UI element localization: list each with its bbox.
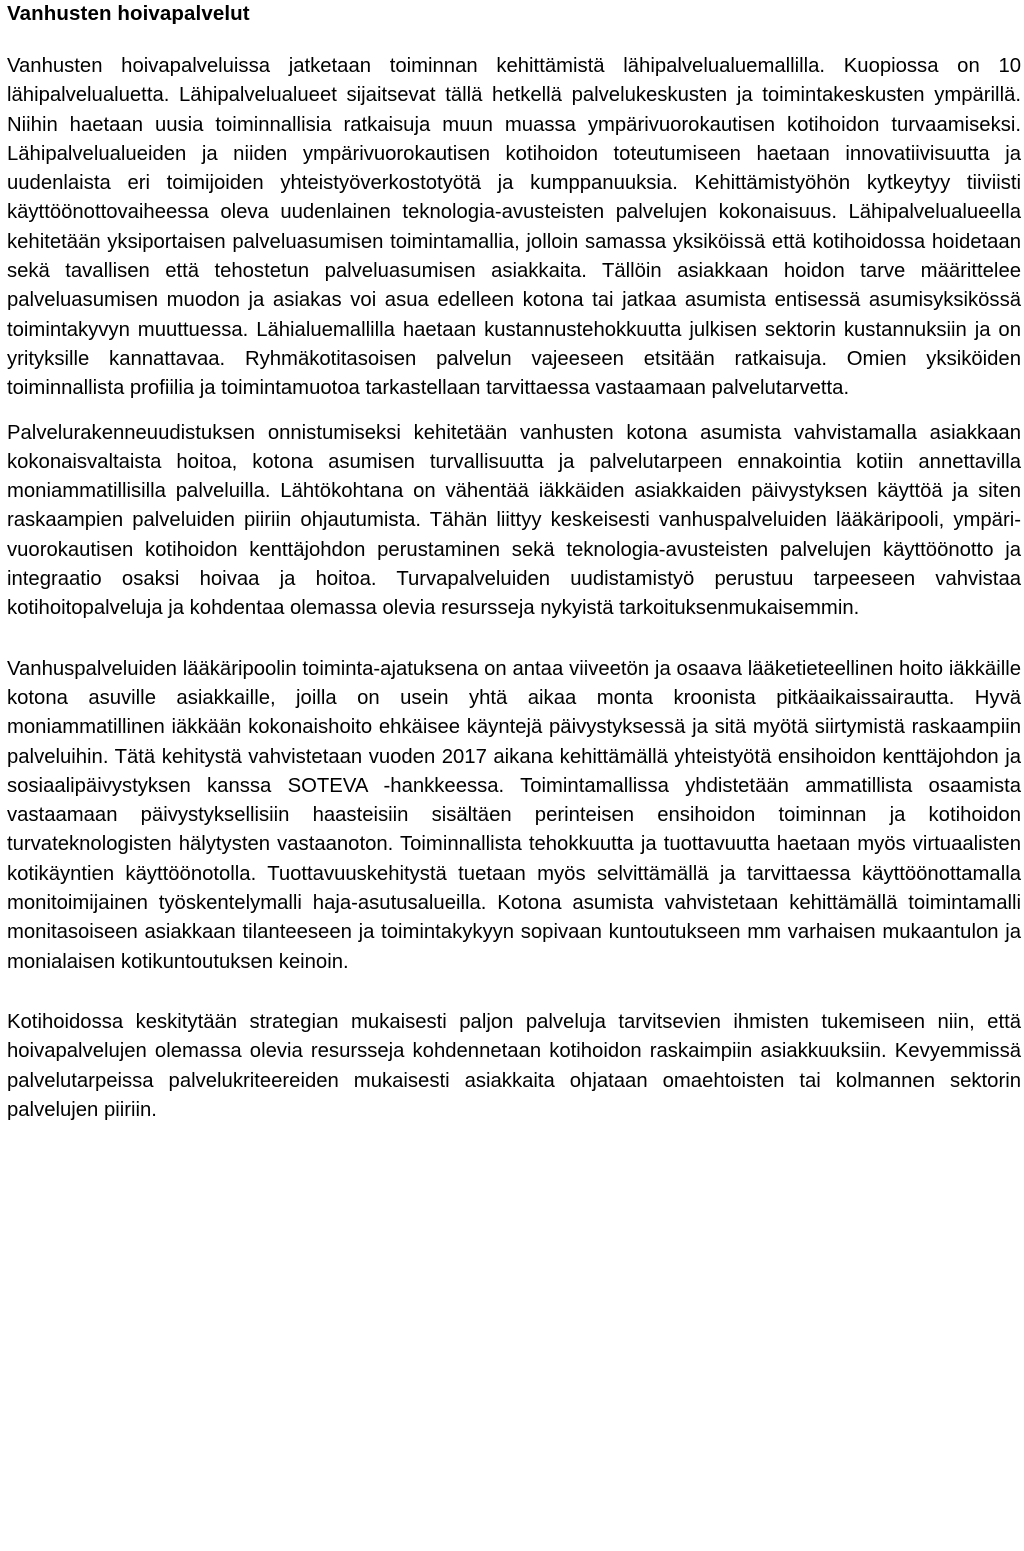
paragraph-palvelurakenneuudistus: Palvelurakenneuudistuksen onnistumiseksi kehitetään vanhusten kotona asumista vahvistamalla asiakkaan kokonaisvaltaista hoitoa, kotona asumisen turvallisuutta ja palvelutarpeen ennakointia kotiin annettavilla moniammatillisilla palveluilla. Lähtökohtana on vähentää iäkkäiden asiakkaiden päivystyksen käyttöä ja siten raskaampien palveluiden piiriin ohjautumista. Tähän liittyy keskeisesti vanhuspalveluiden lääkäripooli, ympärivuorokautisen kotihoidon kenttäjohdon perustaminen sekä teknologia-avusteisten palvelujen käyttöönotto ja integraatio osaksi hoivaa ja hoitoa. Turvapalveluiden uudistamistyö perustuu tarpeeseen vahvistaa kotihoitopalveluja ja kohdentaa olemassa olevia resursseja nykyistä tarkoituksenmukaisemmin. — [7, 421, 1021, 620]
document-page — [7, 0, 1021, 1125]
section-heading: Vanhusten hoivapalvelut — [7, 2, 250, 25]
paragraph-kotihoito: Kotihoidossa keskitytään strategian mukaisesti paljon palveluja tarvitsevien ihmisten tukemiseen niin, että hoivapalvelujen olemassa olevia resursseja kohdennetaan kotihoidon raskaimpiin asiakkuuksiin. Kevyemmissä palvelutarpeissa palvelukriteereiden mukaisesti asiakkaita ohjataan omaehtoisten tai kolmannen sektorin palvelujen piiriin. — [7, 1010, 1021, 1121]
paragraph-laakaripooli: Vanhuspalveluiden lääkäripoolin toiminta-ajatuksena on antaa viiveetön ja osaava lääketieteellinen hoito iäkkäille kotona asuville asiakkaille, joilla on usein yhtä aikaa monta kroonista pitkäaikaissairautta. Hyvä moniammatillinen iäkkään kokonaishoito ehkäisee käyntejä päivystyksessä ja sitä myötä siirtymistä raskaampiin palveluihin. Tätä kehitystä vahvistetaan vuoden 2017 aikana kehittämällä yhteistyötä ensihoidon kenttäjohdon ja sosiaalipäivystyksen kanssa SOTEVA -hankkeessa. Toimintamallissa yhdistetään ammatillista osaamista vastaamaan päivystyksellisiin haasteisiin sisältäen perinteisen ensihoidon toiminnan ja kotihoidon turvateknologisten hälytysten vastaanoton. Toiminnallista tehokkuutta ja tuottavuutta haetaan myös virtuaalisten kotikäyntien käyttöönotolla. Tuottavuuskehitystä tuetaan myös selvittämällä ja tarvittaessa käyttöönottamalla monitoimijainen työskentelymalli haja-asutusalueilla. Kotona asumista vahvistetaan kehittämällä toimintamalli monitasoiseen asiakkaan tilanteeseen ja toimintakykyyn sopivaan kuntoutukseen mm varhaisen mukaantulon ja monialaisen kotikuntoutuksen keinoin. — [7, 657, 1021, 973]
paragraph-lahipalvelualueet: Vanhusten hoivapalveluissa jatketaan toiminnan kehittämistä lähipalvelualuemallilla. Kuopiossa on 10 lähipalvelualuetta. Lähipalvelualueet sijaitsevat tällä hetkellä palvelukeskusten ja toimintakeskusten ympärillä. Niihin haetaan uusia toiminnallisia ratkaisuja muun muassa ympärivuorokautisen kotihoidon turvaamiseksi. Lähipalvelualueiden ja niiden ympärivuorokautisen kotihoidon toteutumiseen haetaan innovatiivisuutta ja uudenlaista eri toimijoiden yhteistyöverkostotyötä ja kumppanuuksia. Kehittämistyöhön kytkeytyy tiiviisti käyttöönottovaiheessa oleva uudenlainen teknologia-avusteisten palvelujen kokonaisuus. Lähipalvelualueella kehitetään yksiportaisen palveluasumisen toimintamallia, jolloin samassa yksiköissä että kotihoidossa hoidetaan sekä tavallisen että tehostetun palveluasumisen asiakkaita. Tällöin asiakkaan hoidon tarve määrittelee palveluasumisen muodon ja asiakas voi asua edelleen kotona tai jatkaa asumista entisessä asumisyksikössä toimintakyvyn muuttuessa. Lähialuemallilla haetaan kustannustehokkuutta julkisen sektorin kustannuksiin ja on yrityksille kannattavaa. Ryhmäkotitasoisen palvelun vajeeseen etsitään ratkaisuja. Omien yksiköiden toiminnallista profiilia ja toimintamuotoa tarkastellaan tarvittaessa vastaamaan palvelutarvetta. — [7, 55, 1021, 400]
